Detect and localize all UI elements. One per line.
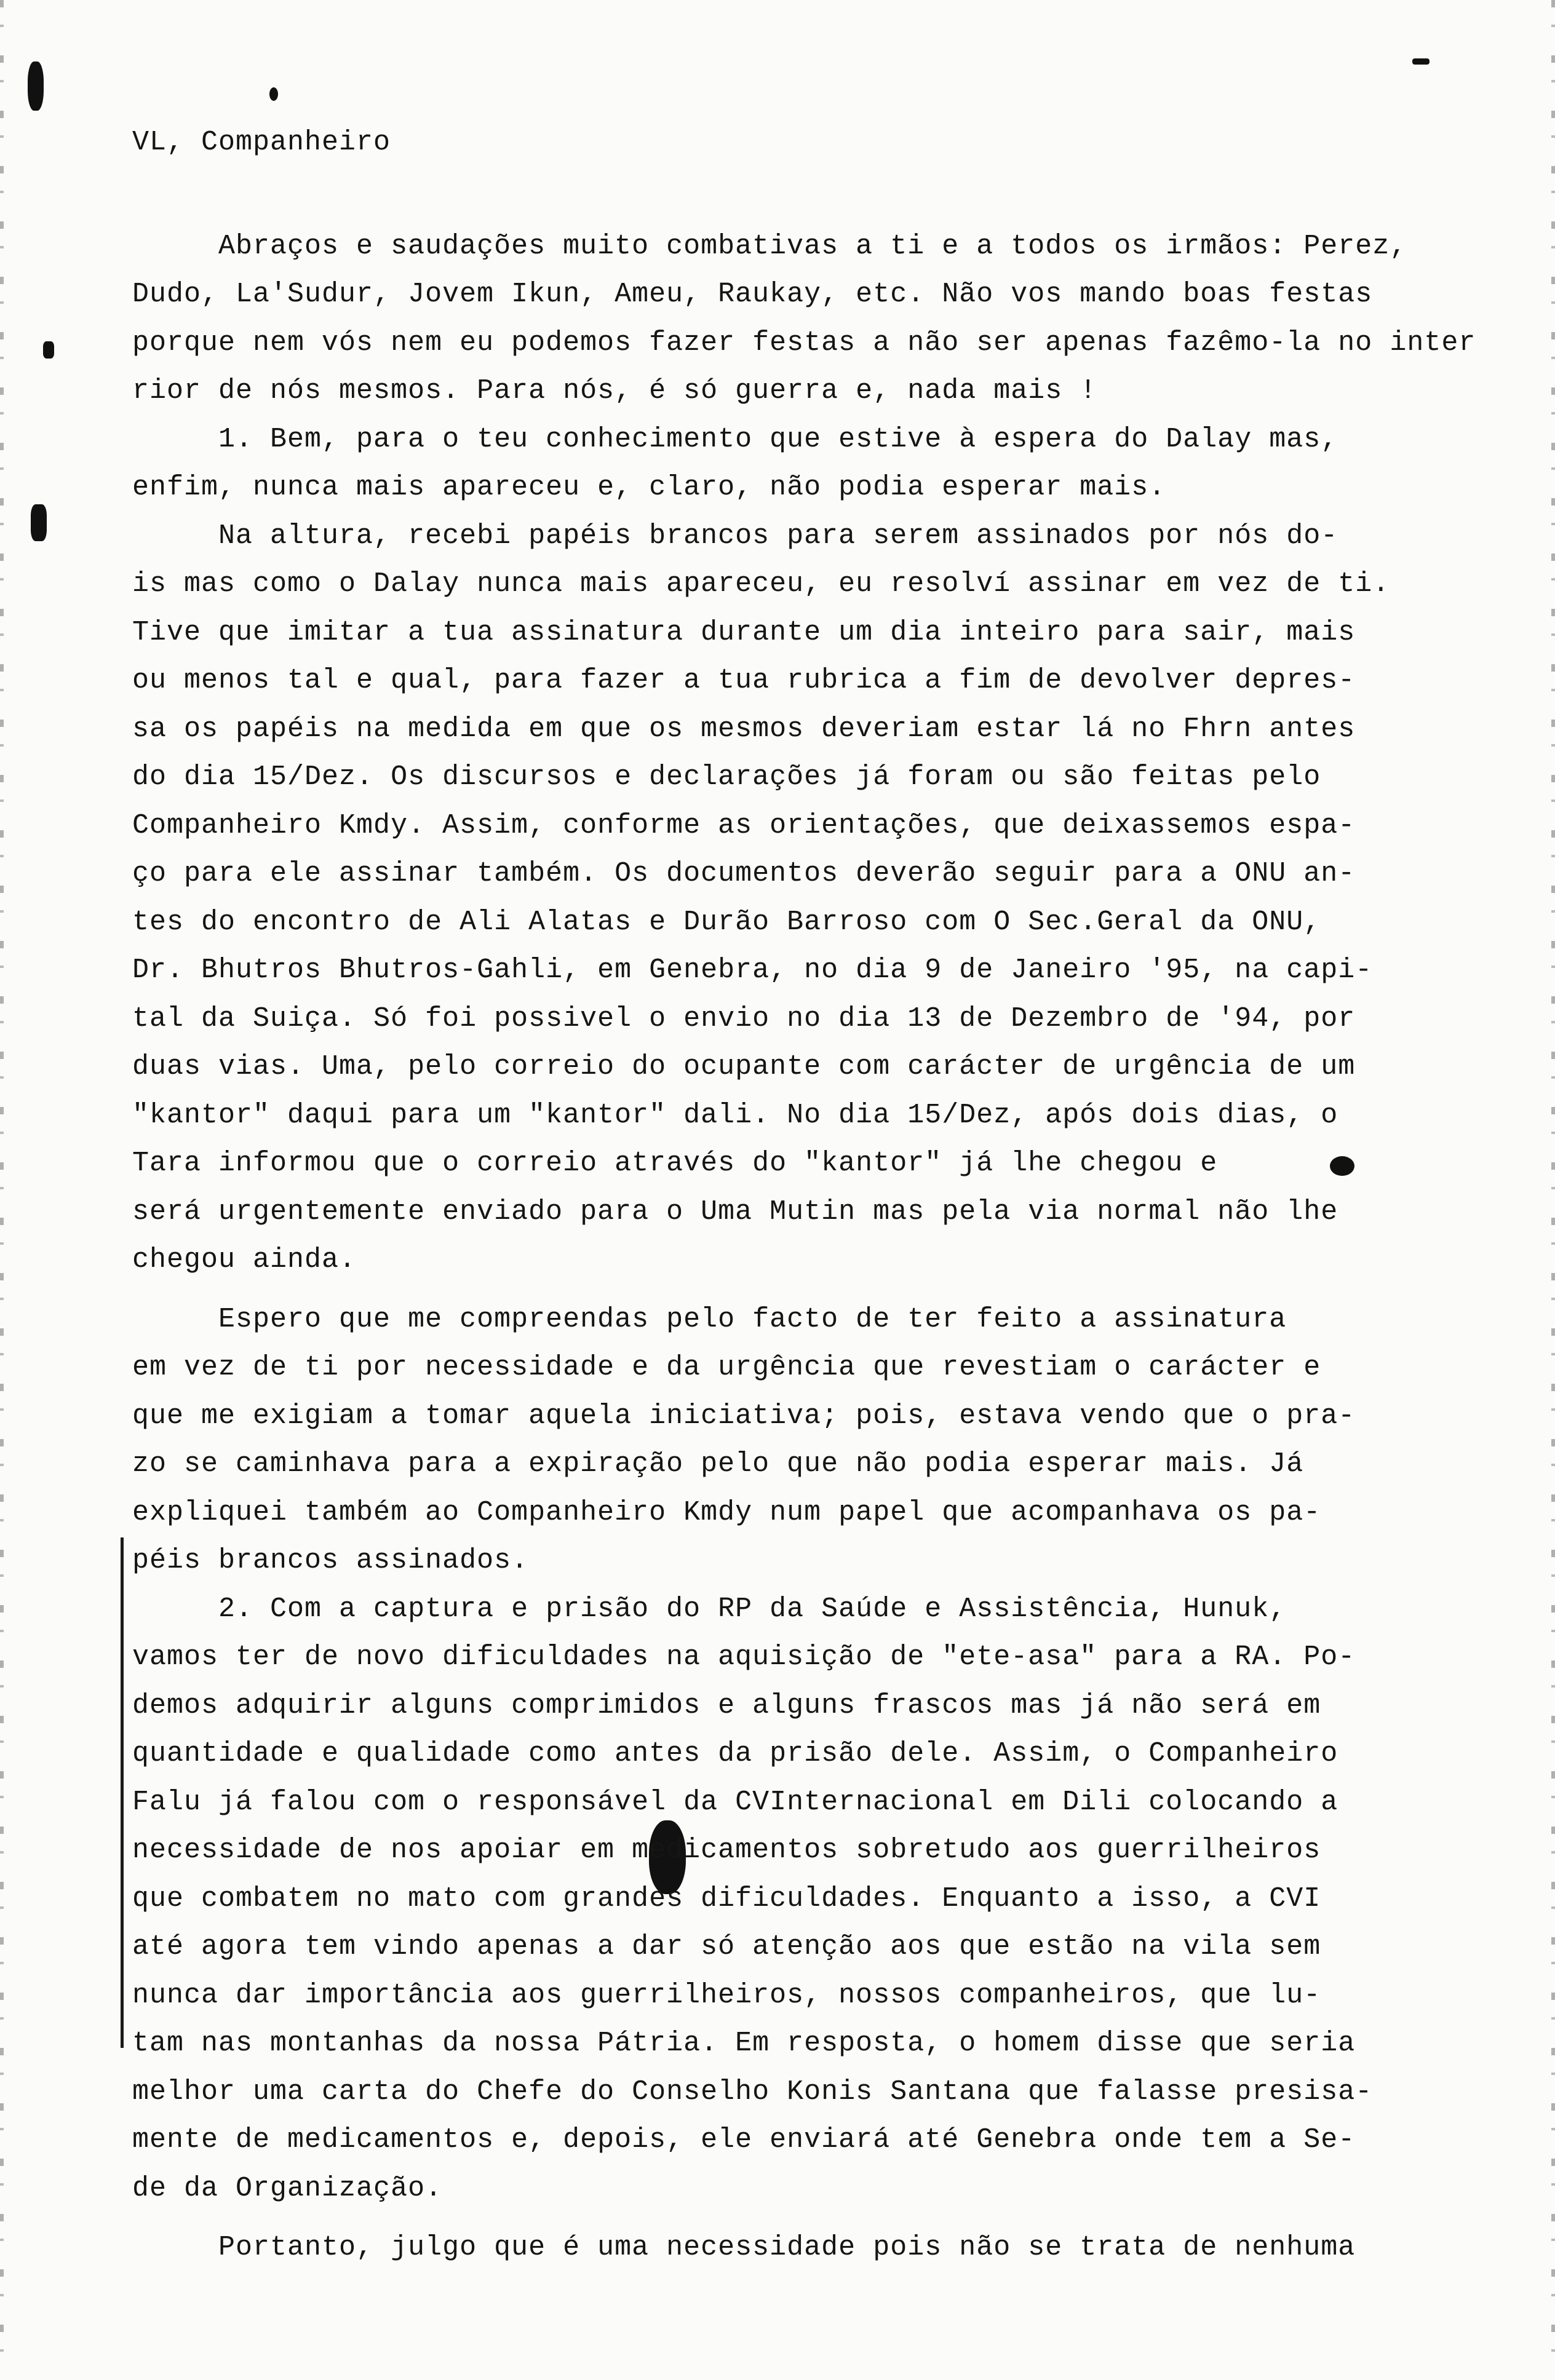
text-line: que me exigiam a tomar aquela iniciativa; pois, estava vendo que o pra- — [132, 1400, 1356, 1432]
text-line: Falu já falou com o responsável da CVInternacional em Dili colocando a — [132, 1786, 1338, 1818]
text-line: tes do encontro de Ali Alatas e Durão Barroso com O Sec.Geral da ONU, — [132, 906, 1321, 938]
paragraph-signatures — [132, 512, 1455, 1285]
text-line: Companheiro Kmdy. Assim, conforme as orientações, que deixassemos espa- — [132, 809, 1356, 841]
typed-letter — [132, 101, 1476, 2272]
text-line: necessidade de nos apoiar em medicamentos sobretudo aos guerrilheiros — [132, 1835, 1321, 1866]
ink-blot — [43, 341, 54, 359]
text-line: melhor uma carta do Chefe do Conselho Konis Santana que falasse presisa- — [132, 2076, 1373, 2108]
paragraph-gap — [132, 1285, 1455, 1296]
text-line: rior de nós mesmos. Para nós, é só guerra e, nada mais ! — [132, 375, 1097, 407]
text-line: enfim, nunca mais apareceu e, claro, não podia esperar mais. — [132, 472, 1166, 503]
paragraph-point-2 — [132, 1585, 1455, 2213]
text-line: expliquei também ao Companheiro Kmdy num papel que acompanhava os pa- — [132, 1496, 1321, 1528]
text-line: de da Organização. — [132, 2172, 443, 2204]
text-line: Abraços e saudações muito combativas a ti e a todos os irmãos: Perez, — [132, 230, 1407, 262]
ink-blot — [28, 61, 44, 111]
text-line: duas vias. Uma, pelo correio do ocupante com carácter de urgência de um — [132, 1051, 1356, 1082]
text-line: mente de medicamentos e, depois, ele enviará até Genebra onde tem a Se- — [132, 2124, 1356, 2156]
text-line: Tive que imitar a tua assinatura durante um dia inteiro para sair, mais — [132, 616, 1356, 648]
text-line: quantidade e qualidade como antes da prisão dele. Assim, o Companheiro — [132, 1738, 1338, 1769]
text-line: 1. Bem, para o teu conhecimento que estive à espera do Dalay mas, — [132, 423, 1338, 455]
text-line: Tara informou que o correio através do "kantor" já lhe chegou e — [132, 1148, 1218, 1179]
text-line: em vez de ti por necessidade e da urgência que revestiam o carácter e — [132, 1352, 1321, 1383]
paragraph-apology — [132, 1296, 1455, 1585]
text-line: 2. Com a captura e prisão do RP da Saúde e Assistência, Hunuk, — [132, 1593, 1287, 1625]
text-line: Portanto, julgo que é uma necessidade pois não se trata de nenhuma — [132, 2232, 1356, 2263]
text-line: chegou ainda. — [132, 1244, 357, 1275]
salutation: VL, Companheiro — [132, 127, 391, 158]
text-line: demos adquirir alguns comprimidos e alguns frascos mas já não será em — [132, 1689, 1321, 1721]
text-line: péis brancos assinados. — [132, 1545, 529, 1576]
text-line: será urgentemente enviado para o Uma Mutin mas pela via normal não lhe — [132, 1196, 1338, 1228]
text-line: Dudo, La'Sudur, Jovem Ikun, Ameu, Raukay, etc. Não vos mando boas festas — [132, 279, 1373, 310]
text-line: do dia 15/Dez. Os discursos e declarações já foram ou são feitas pelo — [132, 761, 1321, 793]
text-line: ço para ele assinar também. Os documentos deverão seguir para a ONU an- — [132, 858, 1356, 889]
ink-blot — [269, 87, 278, 101]
text-line: sa os papéis na medida em que os mesmos deveriam estar lá no Fhrn antes — [132, 713, 1356, 745]
text-line: tal da Suiça. Só foi possivel o envio no dia 13 de Dezembro de '94, por — [132, 1002, 1356, 1034]
paragraph-conclusion — [132, 2224, 1455, 2272]
text-line: vamos ter de novo dificuldades na aquisição de "ete-asa" para a RA. Po- — [132, 1641, 1356, 1673]
paragraph-point-1 — [132, 416, 1455, 512]
text-line: tam nas montanhas da nossa Pátria. Em resposta, o homem disse que seria — [132, 2028, 1356, 2059]
text-line: Dr. Bhutros Bhutros-Gahli, em Genebra, no dia 9 de Janeiro '95, na capi- — [132, 954, 1373, 986]
ink-blot — [1412, 58, 1430, 65]
text-line: Na altura, recebi papéis brancos para serem assinados por nós do- — [132, 520, 1338, 552]
text-line: nunca dar importância aos guerrilheiros, nossos companheiros, que lu- — [132, 1979, 1321, 2011]
text-line: que combatem no mato com grandes dificuldades. Enquanto a isso, a CVI — [132, 1882, 1321, 1914]
blank-space — [132, 167, 1455, 223]
paragraph-gap — [132, 2213, 1455, 2224]
text-line: "kantor" daqui para um "kantor" dali. No dia 15/Dez, após dois dias, o — [132, 1099, 1338, 1131]
ink-blot — [31, 504, 47, 541]
text-line: ou menos tal e qual, para fazer a tua rubrica a fim de devolver depres- — [132, 665, 1356, 696]
text-line: até agora tem vindo apenas a dar só atenção aos que estão na vila sem — [132, 1931, 1321, 1962]
left-edge-scan-noise — [0, 0, 4, 2380]
text-line: zo se caminhava para a expiração pelo que não podia esperar mais. Já — [132, 1448, 1304, 1480]
text-line: is mas como o Dalay nunca mais apareceu, eu resolví assinar em vez de ti. — [132, 568, 1390, 600]
paragraph-greeting — [132, 223, 1476, 416]
right-edge-scan-noise — [1551, 0, 1555, 2380]
text-line: porque nem vós nem eu podemos fazer festas a não ser apenas fazêmo-la no inter — [132, 327, 1476, 359]
text-line: Espero que me compreendas pelo facto de ter feito a assinatura — [132, 1303, 1287, 1335]
margin-annotation-line — [121, 1537, 124, 2048]
